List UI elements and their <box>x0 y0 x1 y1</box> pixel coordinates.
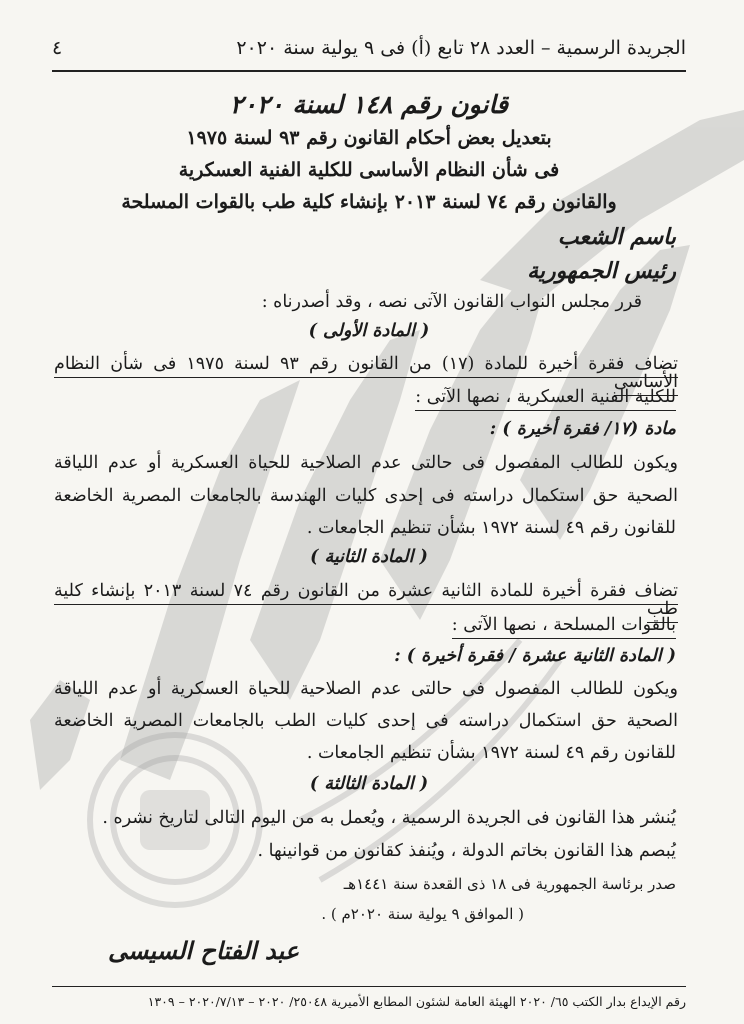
article-1-line-2-text: للكلية الفنية العسكرية ، نصها الآتى : <box>415 387 676 411</box>
article-1-line-1 <box>54 356 678 391</box>
article-1-line-1-text: تضاف فقرة أخيرة للمادة (١٧) من القانون رقم ٩٣ لسنة ١٩٧٥ فى شأن النظام الأساسى <box>54 354 678 396</box>
article-1-text-1: ويكون للطالب المفصول فى حالتى عدم الصلاحية للحياة العسكرية أو عدم اللياقة <box>54 453 678 473</box>
article-2-text-1: ويكون للطالب المفصول فى حالتى عدم الصلاحية للحياة العسكرية أو عدم اللياقة <box>54 679 678 699</box>
president-signature: عبد الفتاح السيسى <box>108 936 300 965</box>
article-3-line-2: يُبصم هذا القانون بخاتم الدولة ، ويُنفذ كقانون من قوانينها . <box>257 841 676 861</box>
article-2-line-2-text: بالقوات المسلحة ، نصها الآتى : <box>452 615 676 639</box>
journal-line: الجريدة الرسمية – العدد ٢٨ تابع (أ) فى ٩ يولية سنة ٢٠٢٠ <box>236 37 686 59</box>
subtitle-line-2: فى شأن النظام الأساسى للكلية الفنية العسكرية <box>178 159 560 181</box>
issuance-date: صدر برئاسة الجمهورية فى ١٨ ذى القعدة سنة ١٤٤١هـ <box>343 875 676 893</box>
header-divider <box>52 70 686 72</box>
article-3-heading: ( المادة الثالثة ) <box>309 774 429 794</box>
issuance-corresponding-date: ( الموافق ٩ يولية سنة ٢٠٢٠م ) . <box>321 905 524 923</box>
article-2-line-1-text: تضاف فقرة أخيرة للمادة الثانية عشرة من القانون رقم ٧٤ لسنة ٢٠١٣ بإنشاء كلية طب <box>54 581 678 623</box>
article-2-text-2: الصحية حق استكمال دراسته فى إحدى كليات الطب بالجامعات المصرية الخاضعة <box>54 711 678 731</box>
footer-divider <box>52 986 686 987</box>
page-header <box>52 30 686 66</box>
article-2-line-2 <box>452 617 676 635</box>
decree-text: قرر مجلس النواب القانون الآتى نصه ، وقد أصدرناه : <box>261 292 642 312</box>
article-3-line-1: يُنشر هذا القانون فى الجريدة الرسمية ، ويُعمل به من اليوم التالى لتاريخ نشره . <box>102 808 676 828</box>
law-title: قانون رقم ١٤٨ لسنة ٢٠٢٠ <box>229 90 509 119</box>
in-name-of-people: باسم الشعب <box>557 224 676 250</box>
article-1-line-2 <box>415 389 676 407</box>
footer-deposit-number: رقم الإيداع بدار الكتب ٦٥/ ٢٠٢٠ الهيئة العامة لشئون المطابع الأميرية ٢٥٠٤٨/ ٢٠٢٠ – ٢٠٢٠/٧/١٣ – ١٣٠٩ <box>147 994 686 1009</box>
subtitle-line-1: بتعديل بعض أحكام القانون رقم ٩٣ لسنة ١٩٧٥ <box>186 127 552 149</box>
article-2-subheading: ( المادة الثانية عشرة / فقرة أخيرة ) : <box>394 646 676 666</box>
article-2-text-3: للقانون رقم ٤٩ لسنة ١٩٧٢ بشأن تنظيم الجامعات . <box>306 743 676 763</box>
article-1-subheading: مادة (١٧/ فقرة أخيرة ) : <box>489 419 676 439</box>
page-number: ٤ <box>52 37 63 59</box>
article-1-text-3: للقانون رقم ٤٩ لسنة ١٩٧٢ بشأن تنظيم الجامعات . <box>306 518 676 538</box>
article-2-line-1 <box>54 583 678 618</box>
article-1-heading: ( المادة الأولى ) <box>308 321 430 341</box>
article-1-text-2: الصحية حق استكمال دراسته فى إحدى كليات الهندسة بالجامعات المصرية الخاضعة <box>54 486 678 506</box>
president-heading: رئيس الجمهورية <box>527 258 676 284</box>
subtitle-line-3: والقانون رقم ٧٤ لسنة ٢٠١٣ بإنشاء كلية طب بالقوات المسلحة <box>121 191 617 213</box>
article-2-heading: ( المادة الثانية ) <box>310 547 428 567</box>
